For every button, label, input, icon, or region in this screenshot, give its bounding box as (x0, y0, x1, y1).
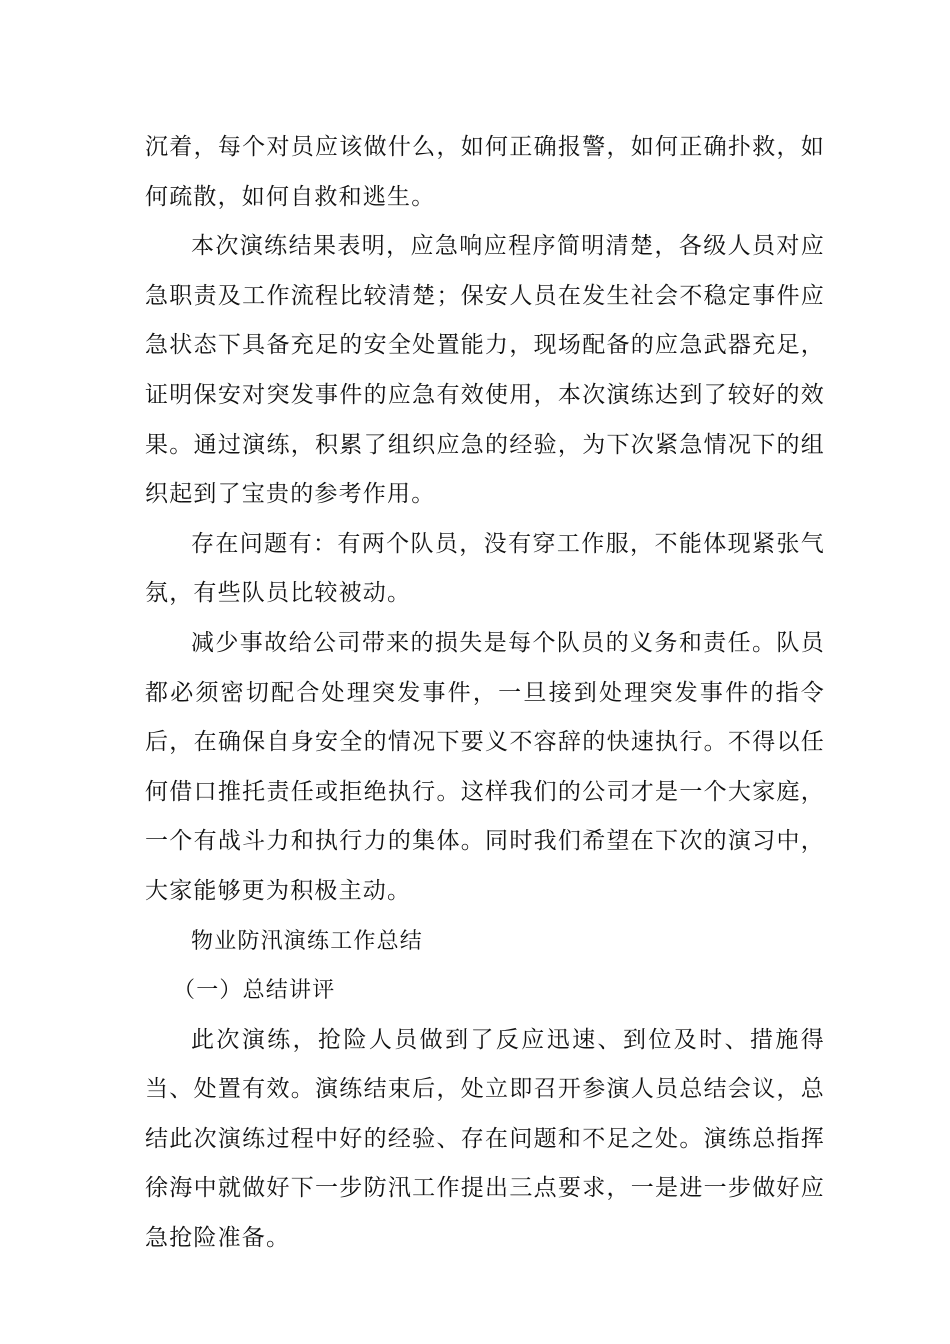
paragraph-responsibility: 减少事故给公司带来的损失是每个队员的义务和责任。队员都必须密切配合处理突发事件，一旦接到处理突发事件的指令后，在确保自身安全的情况下要义不容辞的快速执行。不得以任何借口推托责任或拒绝执行。这样我们的公司才是一个大家庭，一个有战斗力和执行力的集体。同时我们希望在下次的演习中，大家能够更为积极主动。 (145, 629, 825, 904)
document-body (145, 123, 825, 1264)
paragraph-continuation: 沉着，每个对员应该做什么，如何正确报警，如何正确扑救，如何疏散，如何自救和逃生。 (145, 134, 825, 210)
subsection-title: （一）总结讲评 (173, 978, 336, 1004)
paragraph-drill-results: 本次演练结果表明，应急响应程序简明清楚，各级人员对应急职责及工作流程比较清楚；保安人员在发生社会不稳定事件应急状态下具备充足的安全处置能力，现场配备的应急武器充足，证明保安对突发事件的应急有效使用，本次演练达到了较好的效果。通过演练，积累了组织应急的经验，为下次紧急情况下的组织起到了宝贵的参考作用。 (145, 233, 825, 508)
section-title: 物业防汛演练工作总结 (191, 928, 424, 954)
paragraph-problems: 存在问题有：有两个队员，没有穿工作服，不能体现紧张气氛，有些队员比较被动。 (145, 530, 825, 607)
paragraph-flood-drill-review: 此次演练，抢险人员做到了反应迅速、到位及时、措施得当、处置有效。演练结束后，处立即召开参演人员总结会议，总结此次演练过程中好的经验、存在问题和不足之处。演练总指挥徐海中就做好下一步防汛工作提出三点要求，一是进一步做好应急抢险准备。 (145, 1026, 825, 1252)
